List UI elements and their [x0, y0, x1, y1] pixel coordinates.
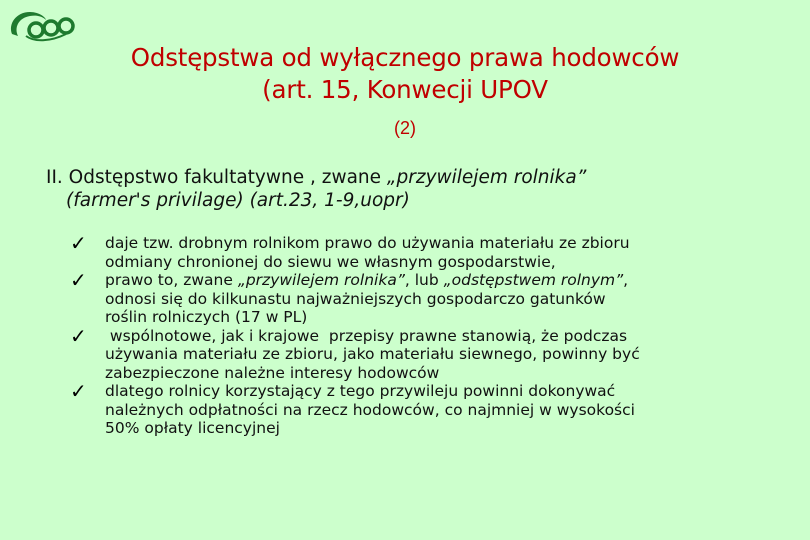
- list-item-text: [105, 382, 790, 438]
- slide-subtitle: (2): [394, 118, 416, 138]
- section-heading-line-1: [46, 166, 786, 189]
- section-heading-line-2: [46, 189, 786, 212]
- list-item-row: [105, 271, 790, 290]
- cobo-logo-icon: [6, 6, 76, 46]
- list-item-row: daje tzw. drobnym rolnikom prawo do używania materiału ze zbioru: [105, 234, 630, 252]
- list-item: [70, 268, 790, 327]
- section-heading-line-2-text: (farmer's privilage) (art.23, 1-9,uopr): [66, 190, 410, 211]
- list-item: [70, 231, 790, 271]
- slide-title-line-2: (art. 15, Konwecji UPOV: [262, 75, 548, 104]
- list-item-row: używania materiału ze zbioru, jako materiału siewnego, powinny być: [105, 345, 640, 363]
- list-item-quote: „przywilejem rolnika”: [237, 271, 405, 289]
- list-item-row: odnosi się do kilkunastu najważniejszych gospodarczo gatunków: [105, 289, 606, 308]
- list-item: [70, 323, 790, 383]
- checkmark-icon: ✓: [70, 268, 87, 292]
- list-item-row: wspólnotowe, jak i krajowe przepisy prawne stanowią, że podczas: [105, 326, 628, 345]
- section-heading-prefix: II. Odstępstwo fakultatywne , zwane: [46, 167, 387, 188]
- list-item-row: zabezpieczone należne interesy hodowców: [105, 363, 440, 382]
- list-item-row: należnych odpłatności na rzecz hodowców, co najmniej w wysokości: [105, 400, 635, 419]
- list-item-text: [105, 327, 790, 383]
- list-item-row: odmiany chronionej do siewu we własnym gospodarstwie,: [105, 252, 556, 271]
- bullet-list: [70, 231, 790, 438]
- checkmark-icon: ✓: [70, 231, 87, 255]
- list-item-fragment: prawo to, zwane: [105, 271, 238, 289]
- list-item-fragment: ,: [623, 271, 629, 289]
- list-item-row: dlatego rolnicy korzystający z tego przywileju powinni dokonywać: [105, 382, 616, 400]
- checkmark-icon: ✓: [70, 379, 87, 403]
- list-item-quote: „odstępstwem rolnym”: [443, 271, 624, 289]
- section-heading: [46, 166, 786, 212]
- slide-title: [0, 42, 810, 106]
- list-item-row: 50% opłaty licencyjnej: [105, 419, 280, 437]
- slide-title-line-1: Odstępstwa od wyłącznego prawa hodowców: [130, 43, 680, 72]
- list-item-text: [105, 271, 790, 327]
- list-item-fragment: , lub: [404, 271, 444, 289]
- list-item-row: roślin rolniczych (17 w PL): [105, 308, 308, 326]
- list-item-text: [105, 234, 790, 271]
- list-item: [70, 379, 790, 438]
- section-heading-quote: „przywilejem rolnika”: [386, 167, 587, 188]
- checkmark-icon: ✓: [70, 323, 87, 348]
